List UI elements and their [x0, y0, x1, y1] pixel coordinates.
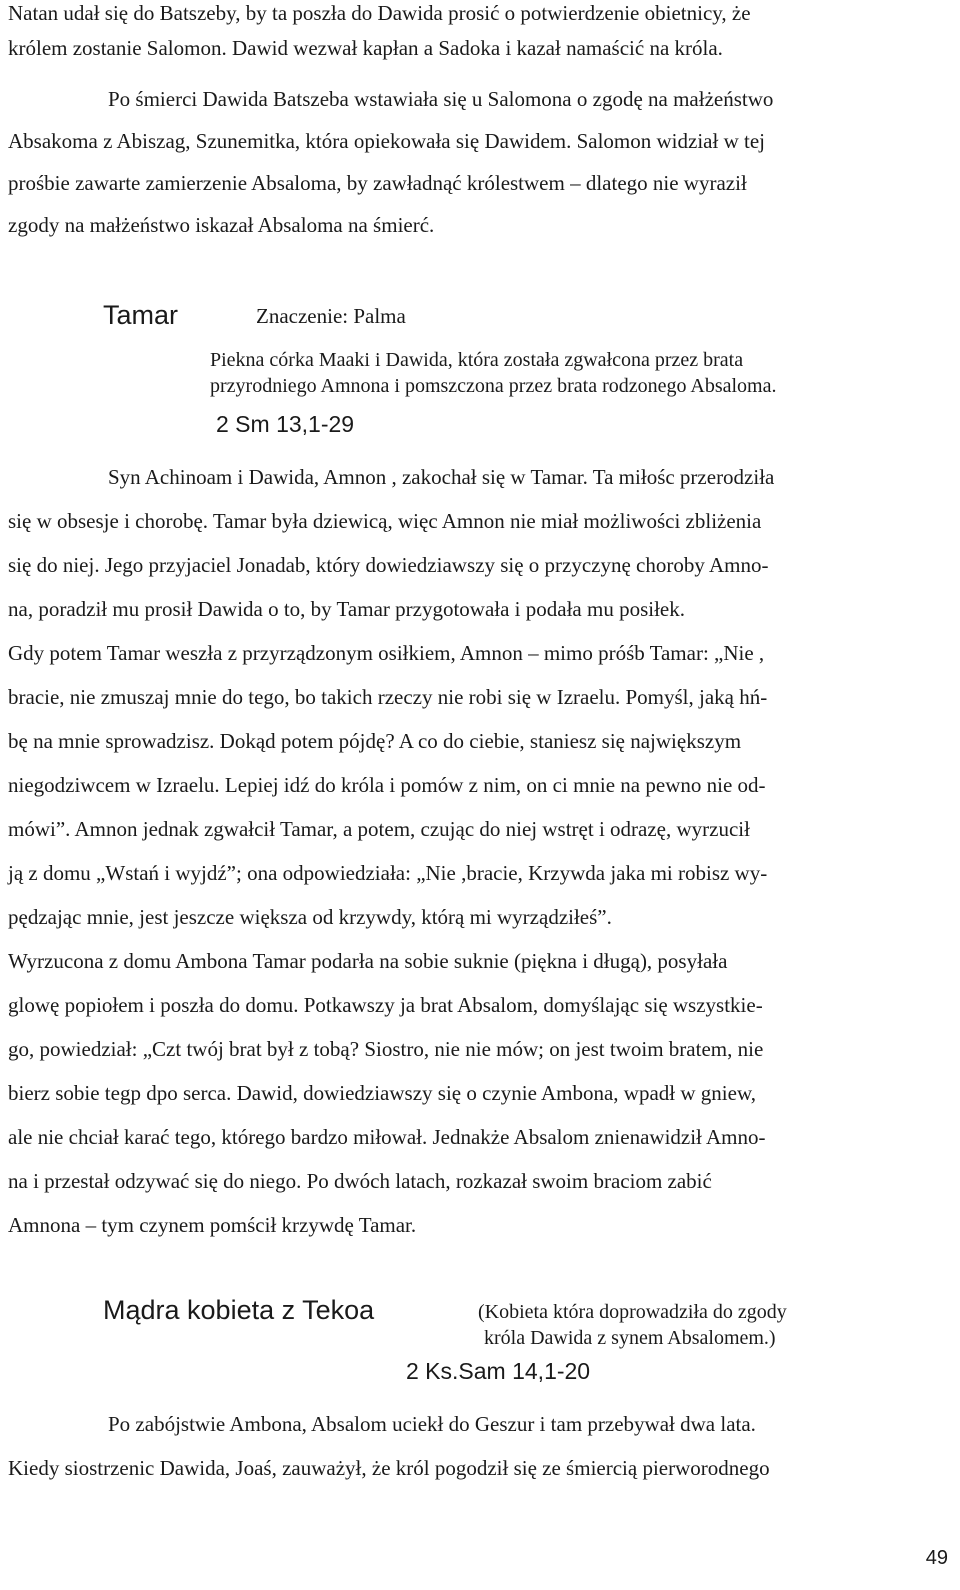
section-description: Piekna córka Maaki i Dawida, która została zgwałcona przez brata — [210, 349, 744, 371]
text-line: na, poradził mu prosił Dawida o to, by Tamar przygotowała i podała mu posiłek. — [8, 597, 685, 621]
text-line: Gdy potem Tamar weszła z przyrządzonym osiłkiem, Amnon – mimo próśb Tamar: „Nie , — [8, 641, 765, 665]
text-line: mówi”. Amnon jednak zgwałcił Tamar, a potem, czując do niej wstręt i odrazę, wyrzucił — [8, 817, 750, 841]
text-line: ale nie chciał karać tego, którego bardzo miłował. Jednakże Absalom znienawidził Amno- — [8, 1125, 766, 1149]
text-line: ją z domu „Wstań i wyjdź”; ona odpowiedziała: „Nie ,bracie, Krzywda jaka mi robisz wy- — [8, 861, 768, 885]
text-line: bierz sobie tegp dpo serca. Dawid, dowiedziawszy się o czynie Ambona, wpadł w gniew, — [8, 1081, 757, 1105]
text-line: Kiedy siostrzenic Dawida, Joaś, zauważył, że król pogodził się ze śmiercią pierworodnego — [8, 1456, 770, 1480]
section-title-tekoa: Mądra kobieta z Tekoa — [103, 1295, 375, 1325]
page-number: 49 — [925, 1547, 948, 1569]
text-line: na i przestał odzywać się do niego. Po dwóch latach, rozkazał swoim braciom zabić — [8, 1169, 712, 1193]
scripture-reference: 2 Ks.Sam 14,1-20 — [406, 1358, 591, 1384]
section-description: przyrodniego Amnona i pomszczona przez brata rodzonego Absaloma. — [210, 375, 777, 397]
section-note: króla Dawida z synem Absalomem.) — [484, 1327, 776, 1349]
text-line: królem zostanie Salomon. Dawid wezwał kapłan a Sadoka i kazał namaścić na króla. — [8, 36, 723, 60]
scripture-reference: 2 Sm 13,1-29 — [216, 411, 355, 437]
text-line: Wyrzucona z domu Ambona Tamar podarła na sobie suknie (piękna i długą), posyłała — [8, 949, 728, 973]
text-line: Absakoma z Abiszag, Szunemitka, która opiekowała się Dawidem. Salomon widział w tej — [8, 129, 765, 153]
text-line: glowę popiołem i poszła do domu. Potkawszy ja brat Absalom, domyślając się wszystkie- — [8, 993, 763, 1017]
text-line: go, powiedział: „Czt twój brat był z tobą? Siostro, nie nie mów; on jest twoim bratem, nie — [8, 1037, 764, 1061]
section-note: (Kobieta która doprowadziła do zgody — [478, 1301, 787, 1323]
text-line: bracie, nie zmuszaj mnie do tego, bo takich rzeczy nie robi się w Izraelu. Pomyśl, jaką hń- — [8, 685, 768, 709]
text-line: Syn Achinoam i Dawida, Amnon , zakochał się w Tamar. Ta miłośc przerodziła — [108, 465, 775, 489]
text-line: zgody na małżeństwo iskazał Absaloma na śmierć. — [8, 213, 435, 237]
name-meaning: Znaczenie: Palma — [256, 304, 406, 328]
section-title-tamar: Tamar — [103, 300, 179, 330]
text-line: Po śmierci Dawida Batszeba wstawiała się u Salomona o zgodę na małżeństwo — [108, 87, 774, 111]
text-line: niegodziwcem w Izraelu. Lepiej idź do króla i pomów z nim, on ci mnie na pewno nie od- — [8, 773, 766, 797]
text-line: prośbie zawarte zamierzenie Absaloma, by zawładnąć królestwem – dlatego nie wyraził — [8, 171, 747, 195]
text-line: pędzając mnie, jest jeszcze większa od krzywdy, którą mi wyrządziłeś”. — [8, 905, 612, 929]
text-line: Natan udał się do Batszeby, by ta poszła do Dawida prosić o potwierdzenie obietnicy, że — [8, 1, 751, 25]
text-line: Po zabójstwie Ambona, Absalom uciekł do Geszur i tam przebywał dwa lata. — [108, 1412, 756, 1436]
text-line: się w obsesje i chorobę. Tamar była dziewicą, więc Amnon nie miał możliwości zbliżenia — [8, 509, 762, 533]
text-line: bę na mnie sprowadzisz. Dokąd potem pójdę? A co do ciebie, staniesz się największym — [8, 729, 742, 753]
text-line: się do niej. Jego przyjaciel Jonadab, który dowiedziawszy się o przyczynę choroby Amno- — [8, 553, 769, 577]
text-line: Amnona – tym czynem pomścił krzywdę Tamar. — [8, 1213, 417, 1237]
